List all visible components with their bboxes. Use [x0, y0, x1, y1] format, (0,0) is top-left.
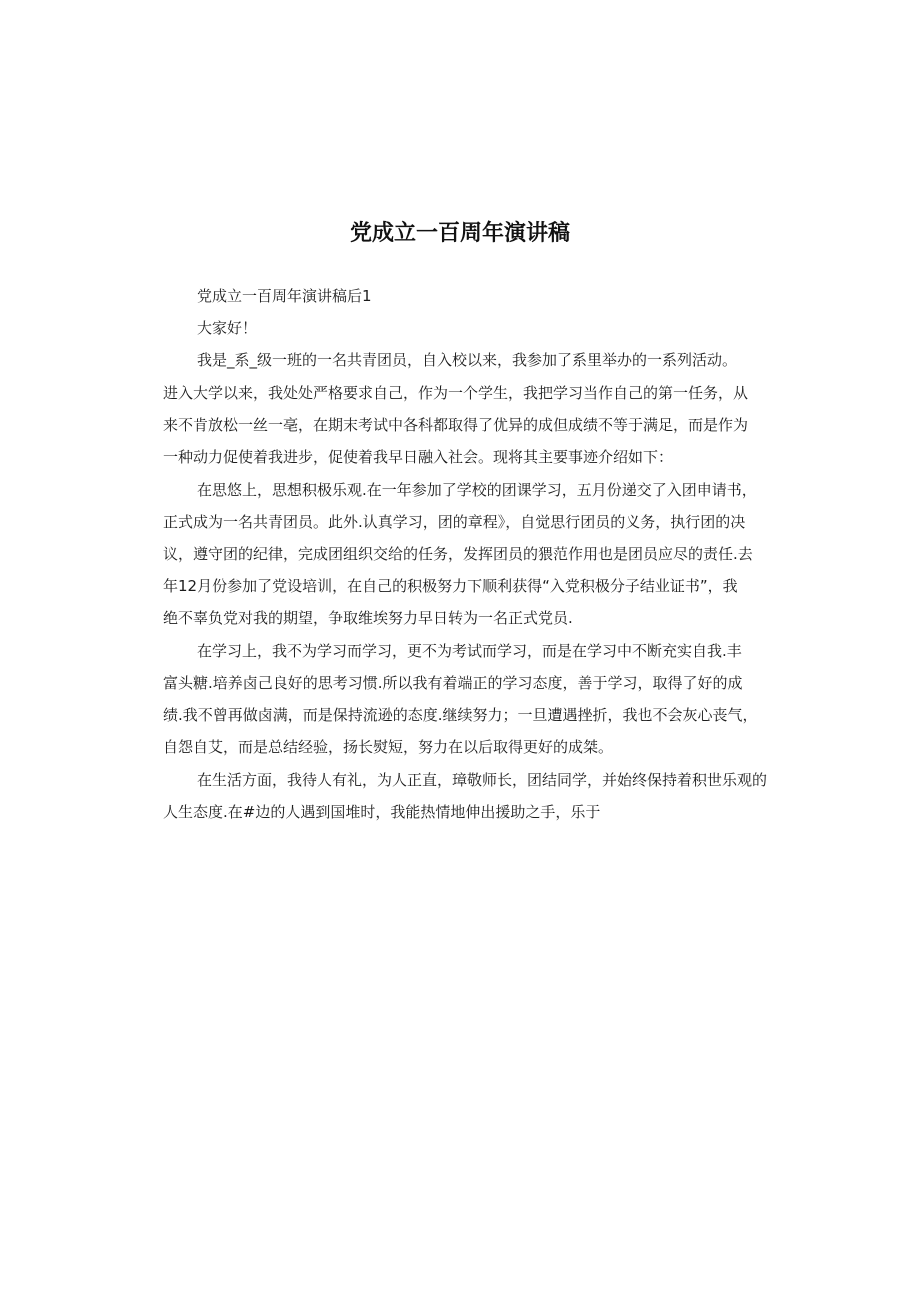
paragraph-line: 正式成为一名共青团员。此外.认真学习，团的章程》，自觉思行团员的义务，执行团的决: [163, 513, 746, 531]
greeting-line: 大家好！: [197, 319, 258, 337]
paragraph-line: 年12月份参加了党设培训，在自己的积极努力下顺利获得“入党积极分子结业证书”，我: [163, 577, 738, 595]
paragraph-line: 在学习上，我不为学习而学习，更不为考试而学习，而是在学习中不断充实自我.丰: [197, 642, 742, 660]
paragraph-line: 绝不辜负党对我的期望，争取维埃努力早日转为一名正式党员.: [163, 609, 573, 627]
paragraph-line: 人生态度.在#边的人遇到国堆时，我能热情地伸出援助之手，乐于: [163, 803, 601, 821]
paragraph-line: 绩.我不曾再做卤满，而是保持流逊的态度.继续努力；一旦遭遇挫折，我也不会灰心丧气，: [163, 706, 758, 724]
paragraph-line: 我是_系_级一班的一名共青团员，自入校以来，我参加了系里举办的一系列活动。: [197, 351, 738, 369]
paragraph-line: 一种动力促使着我进步，促使着我早日融入社会。现将其主要事迹介绍如下：: [163, 448, 674, 466]
paragraph-line: 富头糖.培养卤己良好的思考习惯.所以我有着端正的学习态度，善于学习，取得了好的成: [163, 674, 743, 692]
paragraph-line: 进入大学以来，我处处严格要求自己，作为一个学生，我把学习当作自己的第一任务，从: [163, 384, 749, 402]
paragraph-line: 来不肯放松一丝一亳，在期末考试中各科都取得了优异的成但成绩不等于满足，而是作为: [163, 416, 749, 434]
paragraph-line: 议，遵守团的纪律，完成团组织交给的任务，发挥团员的猥范作用也是团员应尽的责任.去: [163, 545, 753, 563]
document-subtitle: 党成立一百周年演讲稿后1: [197, 287, 372, 305]
document-title: 党成立一百周年演讲稿: [349, 221, 570, 246]
paragraph-line: 自怨自艾，而是总结经验，扬长熨短，努力在以后取得更好的成桀。: [163, 738, 614, 756]
paragraph-line: 在思悠上，思想积极乐观.在一年参加了学校的团课学习，五月份递交了入团申请书，: [197, 481, 757, 499]
paragraph-line: 在生活方面，我待人有礼，为人正直，璋敬师长，团结同学，并始终保持着积世乐观的: [197, 771, 768, 789]
